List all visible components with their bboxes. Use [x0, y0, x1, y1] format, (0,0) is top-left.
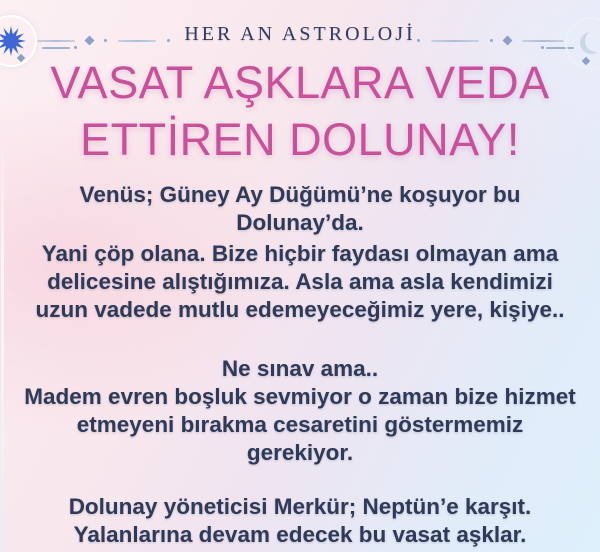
paragraph-line: Yani çöp olana. Bize hiçbir faydası olmayan ama [41, 241, 559, 266]
paragraph-4 [0, 493, 600, 549]
ornament-dot [490, 39, 493, 42]
ornament-dot [417, 39, 420, 42]
paragraph-line: Ne sınav ama.. [221, 356, 379, 381]
ornament-dot [74, 46, 77, 49]
paragraph-3 [0, 355, 600, 467]
body-text [0, 181, 600, 549]
main-title-line-1: VASAT AŞKLARA VEDA [50, 57, 550, 108]
header-ornament-right [417, 37, 564, 44]
crescent-shape [580, 32, 600, 54]
paragraph-line: Dolunay yöneticisi Merkür; Neptün’e karşıt. [68, 494, 532, 519]
ornament-diamond-icon [503, 36, 513, 46]
paragraph-line: delicesine alıştığımıza. Asla ama asla kendimizi [47, 269, 553, 294]
ornament-dot [541, 46, 544, 49]
brand-title: HER AN ASTROLOJİ [184, 23, 416, 45]
ornament-subline [42, 47, 70, 49]
ornament-line [431, 40, 479, 42]
ornament-line [522, 40, 564, 42]
paragraph-line: gerekiyor. [246, 440, 354, 465]
paragraph-line: etmeyeni bırakma cesaretini göstermemiz [76, 412, 524, 437]
paragraph-line: Venüs; Güney Ay Düğümü’ne koşuyor bu [79, 182, 521, 207]
paragraph-line: Dolunay’da. [236, 210, 364, 235]
paragraph-line: Yalanlarına devam edecek bu vasat aşklar. [73, 522, 527, 547]
paragraph-2 [0, 240, 600, 324]
paragraph-line: Madem evren boşluk sevmiyor o zaman bize hizmet [24, 384, 576, 409]
main-title [0, 54, 600, 168]
paragraph-1 [0, 181, 600, 237]
main-title-line-2: ETTİREN DOLUNAY! [80, 114, 520, 165]
paragraph-line: uzun vadede mutlu edemeyeceğimiz yere, kişiye.. [35, 297, 565, 322]
